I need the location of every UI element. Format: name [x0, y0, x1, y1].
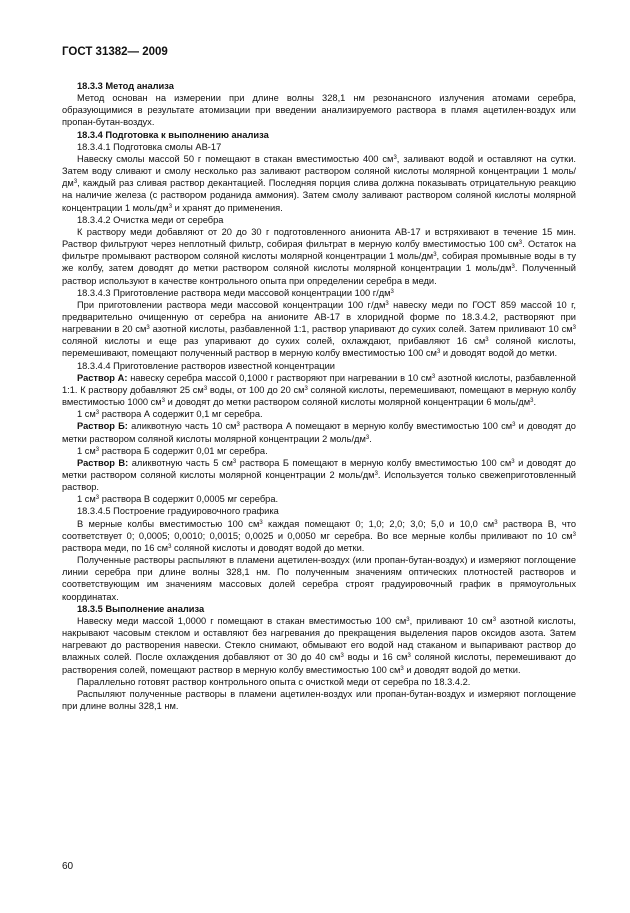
- note: 1 $см^3$ раствора Б содержит 0,01 мг серебра.: [77, 445, 268, 456]
- section-heading-method: 18.3.3 Метод анализа: [77, 81, 174, 91]
- paragraph: Распыляют полученные растворы в пламени ацетилен-воздух или пропан-бутан-воздух и измеряют поглощение при длине волны 328,1 нм.: [62, 688, 576, 711]
- paragraph-solution-b: Раствор Б: аликвотную часть 10 $см^3$ раствора А помещают в мерную колбу вместимостью 100 $см^3$ и доводят до метки раствором соляной кислоты молярной концентрации 2 моль/$дм^3$.: [62, 421, 576, 444]
- paragraph: Параллельно готовят раствор контрольного опыта с очисткой меди от серебра по 18.3.4.2.: [77, 676, 471, 687]
- document-header: ГОСТ 31382— 2009: [62, 46, 168, 58]
- paragraph: При приготовлении раствора меди массовой концентрации 100 $г/дм^3$ навеску меди по ГОСТ 859 массой 10 г, предварительно очищенную от серебра на анионите АВ-17 в хлоридной форме по 18.3.4.2, растворяют при нагревании в 20 $см^3$ азотной кислоты, разбавленной 1:1, раствор упаривают до сухих солей. Затем приливают 10 $см^3$ соляной кислоты и еще раз упаривают до сухих солей, охлаждают, прибавляют 16 $см^3$ соляной кислоты, перемешивают, помещают полученный раствор в мерную колбу вместимостью 100 $см^3$ и доводят водой до метки.: [62, 299, 576, 359]
- paragraph: В мерные колбы вместимостью 100 $см^3$ каждая помещают 0; 1,0; 2,0; 3,0; 5,0 и 10,0 $см^3$ раствора В, что соответствует 0; 0,0005; 0,0010; 0,0015; 0,0025 и 0,0050 мг серебра. Во все мерные колбы приливают по 10 $см^3$ раствора меди, по 16 $см^3$ соляной кислоты и доводят водой до метки.: [62, 518, 576, 553]
- subsection-heading: 18.3.4.3 Приготовление раствора меди массовой концентрации 100 $г/дм^3$: [77, 287, 394, 298]
- subsection-heading: 18.3.4.1 Подготовка смолы АВ-17: [77, 141, 222, 152]
- paragraph-solution-a: Раствор А: навеску серебра массой 0,1000 г растворяют при нагревании в 10 $см^3$ азотной кислоты, разбавленной 1:1. К раствору добавляют 25 $см^3$ воды, от 100 до 20 $см^3$ соляной кислоты, перемешивают, помещают в мерную колбу вместимостью 1000 $см^3$ и доводят до метки раствором соляной кислоты молярной концентрации 6 моль/$дм^3$.: [62, 372, 576, 408]
- subsection-heading: 18.3.4.4 Приготовление растворов известной концентрации: [77, 360, 335, 371]
- paragraph: Полученные растворы распыляют в пламени ацетилен-воздух (или пропан-бутан-воздух) и измеряют поглощение линии серебра при длине волны 328,1 нм. По полученным значениям оптических плотностей растворов и соответствующим им значениям массовых долей серебра строят градуировочный график в прямоугольных координатах.: [62, 555, 576, 602]
- paragraph-solution-v: Раствор В: аликвотную часть 5 $см^3$ раствора Б помещают в мерную колбу вместимостью 100 $см^3$ и доводят до метки раствором соляной кислоты молярной концентрации 2 моль/$дм^3$. Используется только свежеприготовленный раствор.: [62, 457, 576, 493]
- section-heading-prep: 18.3.4 Подготовка к выполнению анализа: [77, 129, 269, 140]
- note: 1 $см^3$ раствора В содержит 0,0005 мг серебра.: [77, 494, 279, 505]
- paragraph: К раствору меди добавляют от 20 до 30 г подготовленного анионита АВ-17 и встряхивают в течение 15 мин. Раствор фильтруют через неплотный фильтр, собирая фильтрат в мерную колбу вместимостью 100 $см^3$. Остаток на фильтре промывают раствором соляной кислоты молярной концентрации 1 моль/$дм^3$, собирая промывные воды в ту же колбу, затем доводят до метки раствором соляной кислоты молярной концентрации 1 моль/$дм^3$. Полученный раствор используют в качестве контрольного опыта при определении серебра в меди.: [62, 226, 576, 286]
- subsection-heading: 18.3.4.2 Очистка меди от серебра: [77, 214, 224, 225]
- paragraph: Навеску смолы массой 50 г помещают в стакан вместимостью 400 $см^3$, заливают водой и оставляют на сутки. Затем воду сливают и смолу несколько раз заливают раствором соляной кислоты молярной концентрации 1 моль/$дм^3$, каждый раз сливая раствор декантацией. Последняя порция слива должна показывать отрицательную реакцию на наличие железа (с раствором роданида аммония). Затем смолу заливают раствором соляной кислоты молярной концентрации 1 моль/$дм^3$ и хранят до применения.: [62, 153, 576, 213]
- page-number: 60: [62, 861, 74, 872]
- document-body: [62, 80, 576, 712]
- note: 1 $см^3$ раствора А содержит 0,1 мг серебра.: [77, 409, 263, 420]
- subsection-heading: 18.3.4.5 Построение градуировочного графика: [77, 506, 279, 517]
- paragraph: Метод основан на измерении при длине волны 328,1 нм резонансного излучения атомами серебра, образующимися в результате атомизации при введении анализируемого раствора в пламя ацетилен-воздух или пропан-бутан-воздух.: [62, 93, 576, 128]
- section-heading-exec: 18.3.5 Выполнение анализа: [77, 603, 205, 614]
- paragraph: Навеску меди массой 1,0000 г помещают в стакан вместимостью 100 $см^3$, приливают 10 $см^3$ азотной кислоты, накрывают часовым стеклом и оставляют без нагревания до прекращения выделения паров оксидов азота. Затем нагревают до растворения навески. Стекло снимают, обмывают его водой над стаканом и выпаривают раствор до влажных солей. После охлаждения добавляют от 30 до 40 $см^3$ воды и 16 $см^3$ соляной кислоты, перемешивают до растворения солей, помещают раствор в мерную колбу вместимостью 100 $см^3$ и доводят водой до метки.: [62, 615, 576, 675]
